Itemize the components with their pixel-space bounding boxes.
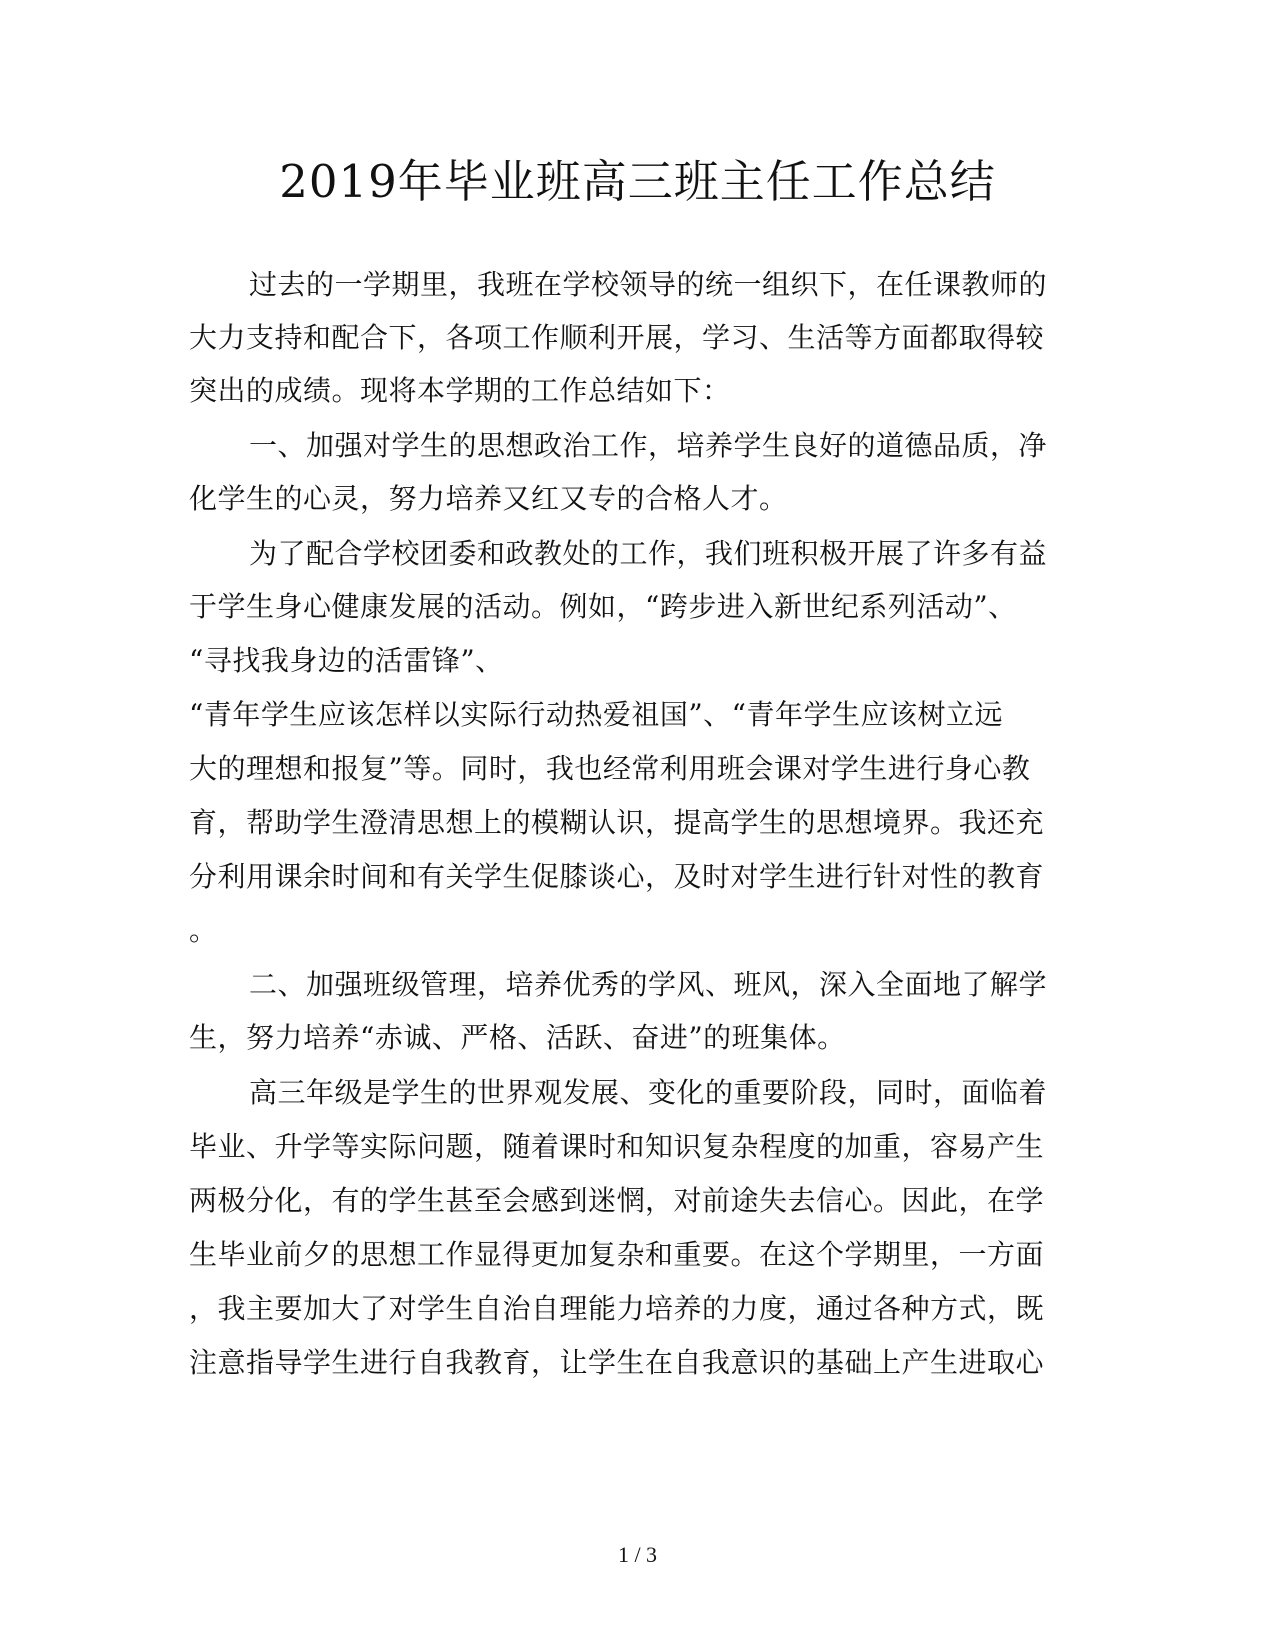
body-line: 二、加强班级管理，培养优秀的学风、班风，深入全面地了解学 xyxy=(249,968,1048,1001)
body-line: 注意指导学生进行自我教育，让学生在自我意识的基础上产生进取心 xyxy=(189,1346,1045,1379)
body-line: 毕业、升学等实际问题，随着课时和知识复杂程度的加重，容易产生 xyxy=(189,1130,1045,1163)
document-title: 2019年毕业班高三班主任工作总结 xyxy=(279,155,996,208)
body-line: “青年学生应该怎样以实际行动热爱祖国”、“青年学生应该树立远 xyxy=(189,698,1003,731)
body-line: 生，努力培养“赤诚、严格、活跃、奋进”的班集体。 xyxy=(189,1021,846,1054)
body-line: 于学生身心健康发展的活动。例如，“跨步进入新世纪系列活动”、 xyxy=(189,590,1017,623)
body-line: 一、加强对学生的思想政治工作，培养学生良好的道德品质，净 xyxy=(249,429,1048,462)
body-line: ，我主要加大了对学生自治自理能力培养的力度，通过各种方式，既 xyxy=(189,1292,1045,1325)
body-line: 两极分化，有的学生甚至会感到迷惘，对前途失去信心。因此，在学 xyxy=(189,1184,1045,1217)
body-line: 化学生的心灵，努力培养又红又专的合格人才。 xyxy=(189,482,788,515)
body-line: 突出的成绩。现将本学期的工作总结如下： xyxy=(189,374,731,407)
body-line: 生毕业前夕的思想工作显得更加复杂和重要。在这个学期里，一方面 xyxy=(189,1238,1045,1271)
body-line: 育，帮助学生澄清思想上的模糊认识，提高学生的思想境界。我还充 xyxy=(189,806,1045,839)
body-line: 大力支持和配合下，各项工作顺利开展，学习、生活等方面都取得较 xyxy=(189,321,1045,354)
body-line: 大的理想和报复”等。同时，我也经常利用班会课对学生进行身心教 xyxy=(189,752,1031,785)
body-line: “寻找我身边的活雷锋”、 xyxy=(189,644,504,677)
body-line: 。 xyxy=(189,914,218,947)
body-line: 为了配合学校团委和政教处的工作，我们班积极开展了许多有益 xyxy=(249,537,1048,570)
body-line: 分利用课余时间和有关学生促膝谈心，及时对学生进行针对性的教育 xyxy=(189,860,1045,893)
page-number: 1 / 3 xyxy=(617,1542,658,1567)
body-line: 过去的一学期里，我班在学校领导的统一组织下，在任课教师的 xyxy=(249,268,1048,301)
body-line: 高三年级是学生的世界观发展、变化的重要阶段，同时，面临着 xyxy=(249,1076,1048,1109)
